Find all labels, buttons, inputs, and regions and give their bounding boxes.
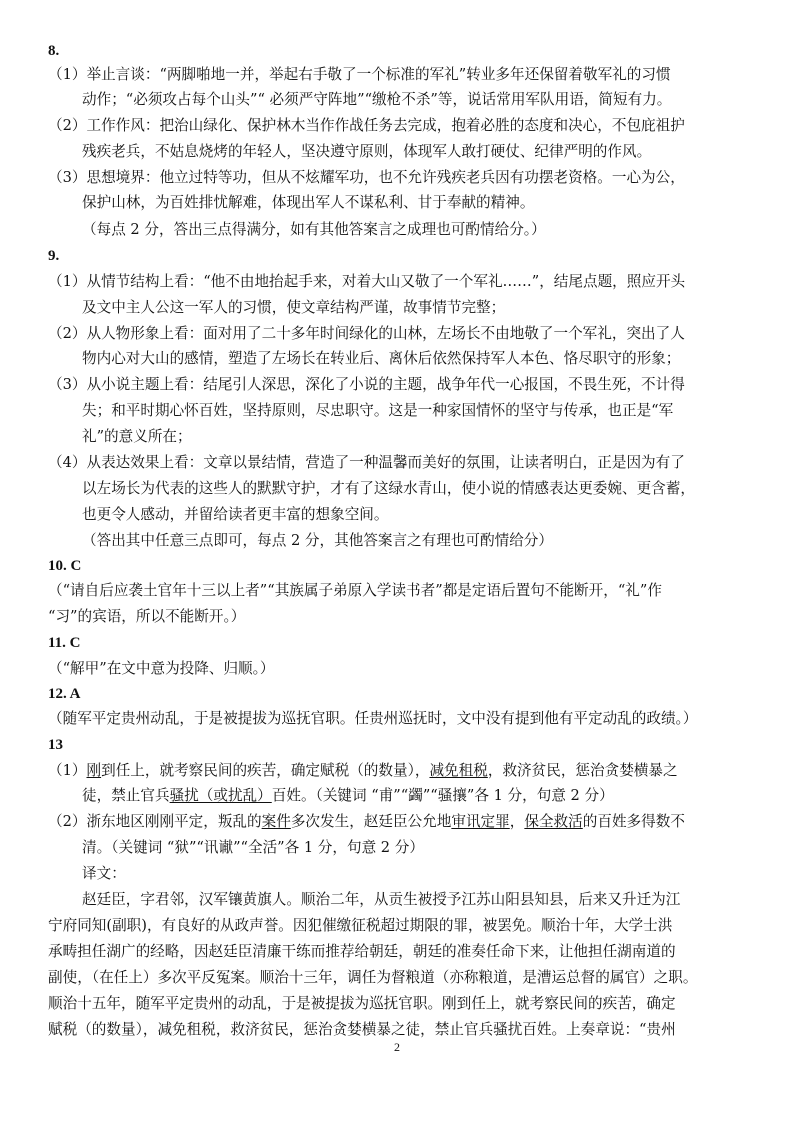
text-line: 物内心对大山的感情，塑造了左场长在转业后、离休后依然保持军人本色、恪尽职守的形象； — [82, 350, 681, 367]
text-line: 动作；“必须攻占每个山头”“ 必须严守阵地”“缴枪不杀”等，说话常用军队用语，简短有力。 — [82, 91, 672, 108]
text-segment: 的百姓多得数不 — [582, 813, 685, 830]
text-segment: ，救济贫民，惩治贪婪横暴之 — [487, 762, 678, 779]
text-line: （3）从小说主题上看：结尾引人深思，深化了小说的主题，战争年代一心报国，不畏生死，不计得 — [48, 376, 685, 393]
text-line: （“解甲”在文中意为投降、归顺。） — [48, 660, 275, 677]
text-line: （4）从表达效果上看：文章以景结情，营造了一种温馨而美好的氛围，让读者明白，正是因为有了 — [48, 454, 685, 471]
underlined-keyword: 骚扰（或扰乱） — [169, 787, 272, 804]
text-line: 也更令人感动，并留给读者更丰富的想象空间。 — [82, 506, 389, 523]
text-line: 译文： — [82, 865, 126, 882]
text-line: 承畴担任湖广的经略，因赵廷臣清廉干练而推荐给朝廷，朝廷的准奏任命下来，让他担任湖南道的 — [48, 943, 676, 960]
text-line: （1）举止言谈：“两脚啪地一并，举起右手敬了一个标准的军礼”转业多年还保留着敬军礼的习惯 — [48, 66, 671, 83]
text-line: 副使，（在任上）多次平反冤案。顺治十三年，调任为督粮道（亦称粮道，是漕运总督的属官）之职。 — [48, 969, 698, 986]
text-line: （2）从人物形象上看：面对用了二十多年时间绿化的山林，左场长不由地敬了一个军礼，突出了人 — [48, 325, 685, 342]
underlined-keyword: 减免租税 — [429, 762, 488, 779]
underlined-keyword: 刚 — [86, 762, 102, 779]
underlined-keyword: 审讯定罪 — [451, 813, 510, 830]
question-number: 8. — [48, 43, 60, 59]
text-segment: 百姓。（关键词 “甫”“蠲”“骚攘”各 1 分，句意 2 分） — [271, 787, 614, 804]
text-line — [48, 809, 685, 835]
question-number: 12. A — [48, 686, 81, 702]
text-segment: ， — [509, 813, 525, 830]
text-line: 顺治十五年，随军平定贵州的动乱，于是被提拔为巡抚官职。刚到任上，就考察民间的疾苦，确定 — [48, 995, 676, 1012]
question-number: 9. — [48, 248, 60, 264]
text-line: （答出其中任意三点即可，每点 2 分，其他答案言之有理也可酌情给分） — [82, 532, 553, 549]
text-segment: 多次发生，赵廷臣公允地 — [290, 813, 452, 830]
text-line: 保护山林，为百姓排忧解难，体现出军人不谋私利、甘于奉献的精神。 — [82, 194, 535, 211]
text-line: 赋税（的数量），减免租税，救济贫民，惩治贪婪横暴之徒，禁止官兵骚扰百姓。上奏章说：“贵州 — [48, 1021, 676, 1038]
text-line: （“请自后应袭土官年十三以上者”“其族属子弟原入学读书者”都是定语后置句不能断开，“礼”作 — [48, 582, 662, 599]
text-segment: 徒，禁止官兵 — [82, 787, 170, 804]
page-number: 2 — [394, 1040, 400, 1054]
text-line: 清。（关键词 “狱”“讯谳”“全活”各 1 分，句意 2 分） — [82, 839, 424, 856]
text-line: 残疾老兵，不姑息烧烤的年轻人，坚决遵守原则，体现军人敢打硬仗、纪律严明的作风。 — [82, 143, 652, 160]
question-number: 11. C — [48, 635, 81, 651]
text-segment: （2）浙东地区刚刚平定，叛乱的 — [48, 813, 262, 830]
text-line — [82, 783, 614, 809]
text-line: （每点 2 分，答出三点得满分，如有其他答案言之成理也可酌情给分。） — [82, 221, 546, 238]
text-line: 以左场长为代表的这些人的默默守护，才有了这绿水青山，使小说的情感表达更委婉、更含蓄， — [82, 480, 695, 497]
text-segment: （1） — [48, 762, 87, 779]
text-line: （3）思想境界：他立过特等功，但从不炫耀军功，也不允许残疾老兵因有功摆老资格。一心为公， — [48, 169, 685, 186]
underlined-keyword: 保全救活 — [524, 813, 583, 830]
text-line — [48, 758, 678, 784]
text-line: （1）从情节结构上看：“他不由地抬起手来，对着大山又敬了一个军礼……”，结尾点题，照应开头 — [48, 273, 686, 290]
underlined-keyword: 案件 — [261, 813, 291, 830]
text-line: 礼”的意义所在； — [82, 428, 192, 445]
question-number: 13 — [48, 737, 63, 753]
question-number: 10. C — [48, 558, 82, 574]
text-line: （2）工作作风：把治山绿化、保护林木当作作战任务去完成，抱着必胜的态度和决心，不包庇祖护 — [48, 117, 685, 134]
text-line: 赵廷臣，字君邻，汉军镶黄旗人。顺治二年，从贡生被授予江苏山阳县知县，后来又升迁为江 — [82, 891, 681, 908]
text-segment: 到任上，就考察民间的疾苦，确定赋税（的数量）， — [101, 762, 430, 779]
text-line: 失；和平时期心怀百姓，坚持原则，尽忠职守。这是一种家国情怀的坚守与传承，也正是“军 — [82, 402, 674, 419]
text-line: 宁府同知(副职)，有良好的从政声誉。因犯催缴征税超过期限的罪，被罢免。顺治十年，大学士洪 — [48, 917, 673, 934]
text-line: 及文中主人公这一军人的习惯，使文章结构严谨，故事情节完整； — [82, 299, 506, 316]
text-line: “习”的宾语，所以不能断开。） — [48, 608, 246, 625]
text-line: （随军平定贵州动乱，于是被提拔为巡抚官职。任贵州巡抚时，文中没有提到他有平定动乱的政绩。） — [48, 710, 698, 727]
